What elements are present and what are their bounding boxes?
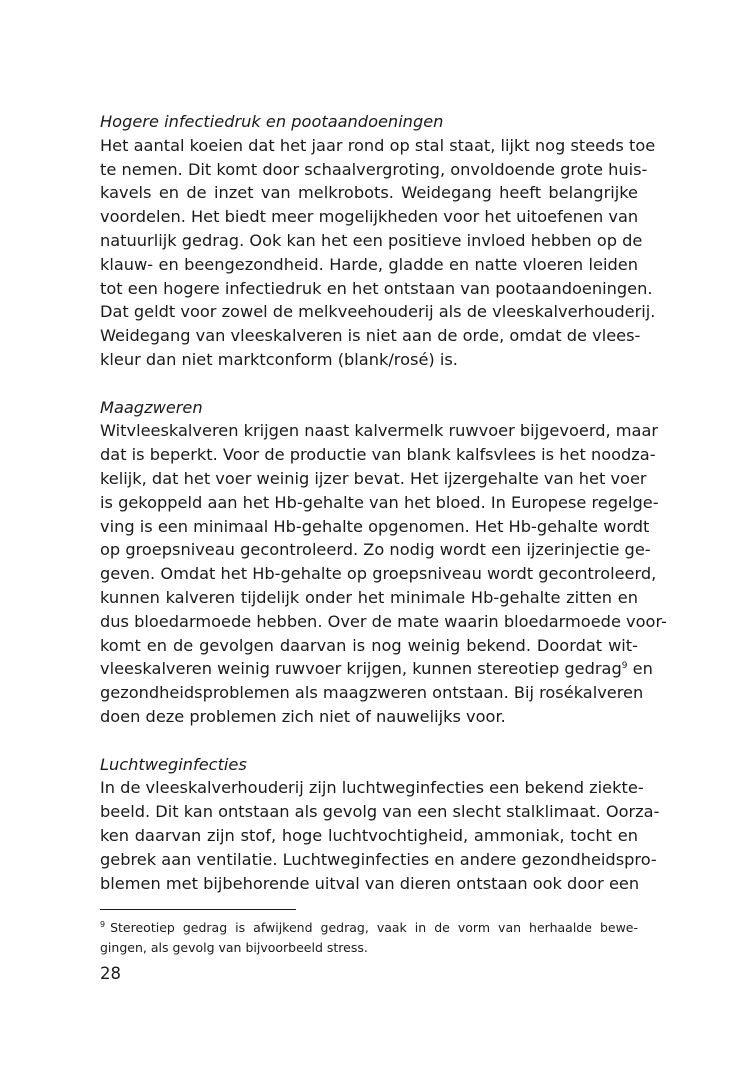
text-line: te nemen. Dit komt door schaalvergroting, onvoldoende grote huis- (100, 159, 648, 179)
text-line: komt en de gevolgen daarvan is nog weinig bekend. Doordat wit- (100, 635, 638, 655)
footnote-divider (100, 909, 296, 910)
section-luchtweginfecties (100, 753, 660, 896)
section-heading: Hogere infectiedruk en pootaandoeningen (100, 112, 444, 131)
text-line-fragment: vleeskalveren weinig ruwvoer krijgen, kunnen stereotiep gedrag (100, 659, 622, 679)
text-line: blemen met bijbehorende uitval van dieren ontstaan ook door een (100, 873, 640, 893)
text-line: dat is beperkt. Voor de productie van blank kalfsvlees is het noodza- (100, 445, 656, 465)
text-line: Witvleeskalveren krijgen naast kalvermelk ruwvoer bijgevoerd, maar (100, 421, 659, 441)
text-line: dus bloedarmoede hebben. Over de mate waarin bloedarmoede voor- (100, 611, 667, 631)
text-line: gebrek aan ventilatie. Luchtweginfecties en andere gezondheidspro- (100, 849, 657, 869)
section-heading: Luchtweginfecties (100, 754, 247, 774)
text-line: kleur dan niet marktconform (blank/rosé) is. (100, 349, 458, 369)
text-line: doen deze problemen zich niet of nauwelijks voor. (100, 706, 506, 726)
section-maagzweren (100, 396, 667, 729)
text-line-fragment: en (627, 659, 653, 679)
text-line: gezondheidsproblemen als maagzweren ontstaan. Bij rosékalveren (100, 683, 644, 703)
text-line: voordelen. Het biedt meer mogelijkheden voor het uitoefenen van (100, 207, 639, 227)
section-infectiedruk (100, 110, 656, 372)
page-body (100, 110, 667, 919)
text-line: kunnen kalveren tijdelijk onder het minimale Hb-gehalte zitten en (100, 587, 638, 607)
section-heading: Maagzweren (100, 397, 203, 417)
text-line: Dat geldt voor zowel de melkveehouderij als de vleeskalverhouderij. (100, 302, 656, 322)
text-line: natuurlijk gedrag. Ook kan het een positieve invloed hebben op de (100, 230, 643, 250)
text-line: ving is een minimaal Hb-gehalte opgenomen. Het Hb-gehalte wordt (100, 516, 650, 536)
text-line: klauw- en beengezondheid. Harde, gladde en natte vloeren leiden (100, 254, 638, 274)
text-line: kavels en de inzet van melkrobots. Weidegang heeft belangrijke (100, 183, 638, 203)
text-line: is gekoppeld aan het Hb-gehalte van het bloed. In Europese regelge- (100, 492, 659, 512)
text-line-with-footnote (100, 657, 653, 681)
text-line: In de vleeskalverhouderij zijn luchtweginfecties een bekend ziekte- (100, 778, 644, 798)
footnote-reference[interactable]: 9 (621, 661, 628, 672)
footnote-line (100, 918, 638, 938)
text-line: op groepsniveau gecontroleerd. Zo nodig wordt een ijzerinjectie ge- (100, 540, 651, 560)
text-line: tot een hogere infectiedruk en het ontstaan van pootaandoeningen. (100, 278, 653, 298)
text-line: Weidegang van vleeskalveren is niet aan de orde, omdat de vlees- (100, 326, 641, 346)
text-line: Het aantal koeien dat het jaar rond op stal staat, lijkt nog steeds toe (100, 135, 656, 155)
page-number: 28 (100, 964, 121, 983)
footnote (100, 918, 638, 958)
footnote-number: 9 (100, 920, 106, 929)
footnote-text: Stereotiep gedrag is afwijkend gedrag, vaak in de vorm van herhaalde bewe- (110, 920, 638, 935)
text-line: ken daarvan zijn stof, hoge luchtvochtigheid, ammoniak, tocht en (100, 825, 638, 845)
text-line: geven. Omdat het Hb-gehalte op groepsniveau wordt gecontroleerd, (100, 564, 657, 584)
footnote-line: gingen, als gevolg van bijvoorbeeld stress. (100, 940, 368, 955)
text-line: beeld. Dit kan ontstaan als gevolg van een slecht stalklimaat. Oorza- (100, 802, 660, 822)
text-line: kelijk, dat het voer weinig ijzer bevat. Het ijzergehalte van het voer (100, 468, 647, 488)
